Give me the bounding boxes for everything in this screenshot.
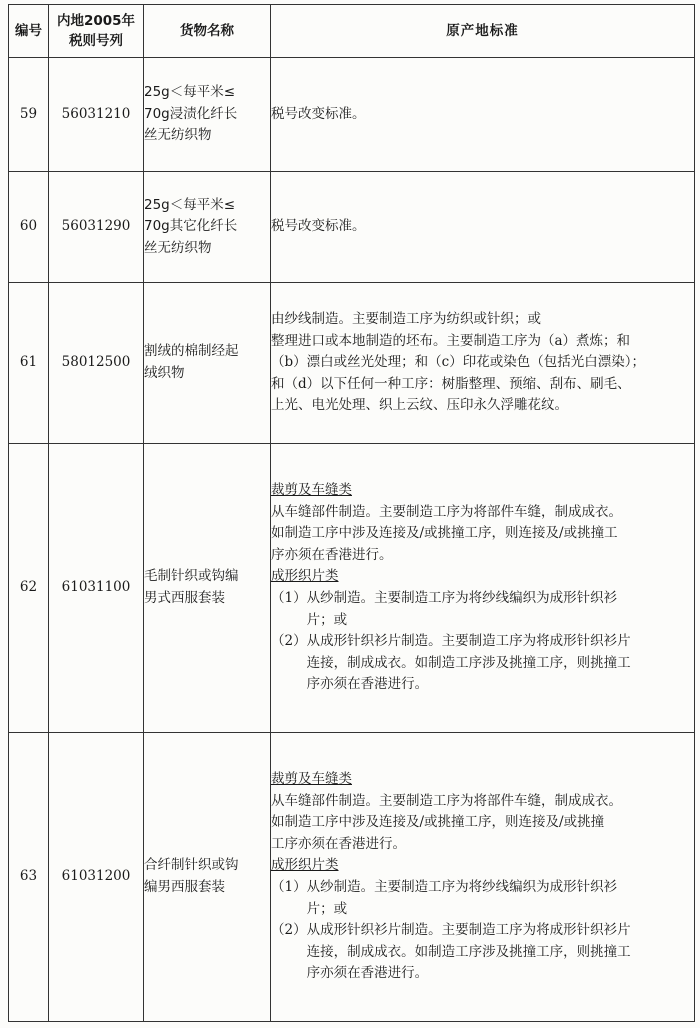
header-number: 编号 [9, 5, 49, 58]
list-item [271, 588, 694, 631]
row-tariff-code: 61031200 [49, 733, 144, 1022]
list-item [271, 920, 694, 985]
item-body [307, 877, 694, 920]
row-goods-name [144, 733, 271, 1022]
goods-name-line: 编男西服套装 [144, 879, 225, 895]
row-origin-standard: 税号改变标准。 [271, 172, 695, 283]
row-origin-standard [271, 444, 695, 733]
row-goods-name [144, 444, 271, 733]
goods-name-line: 25g＜每平米≤ [144, 196, 236, 213]
goods-name-line: 合纤制针织或钩 [144, 857, 239, 874]
header-origin-standard: 原产地标准 [271, 5, 695, 58]
row-goods-name [144, 172, 271, 283]
standard-line: 如制造工序中涉及连接及/或挑撞工序，则连接及/或挑撞 [271, 814, 605, 831]
standard-line: 由纱线制造。主要制造工序为纺织或针织；或 [271, 311, 541, 328]
item-marker: （2） [271, 922, 307, 939]
row-number: 63 [9, 733, 49, 1022]
row-number: 62 [9, 444, 49, 733]
knit-panel-heading: 成形织片类 [271, 857, 339, 874]
goods-name-line: 70g其它化纤长 [144, 218, 238, 235]
row-tariff-code: 61031100 [49, 444, 144, 733]
header-tariff-code-line2: 税则号列 [69, 33, 123, 49]
row-number: 59 [9, 58, 49, 172]
standard-line: 连接，制成成衣。如制造工序涉及挑撞工序，则挑撞工 [306, 943, 631, 960]
standard-line: 从成形针织衫片制造。主要制造工序为将成形针织衫片 [306, 922, 631, 939]
standard-line: 工序亦须在香港进行。 [271, 835, 406, 852]
standard-line: （b）漂白或丝光处理；和（c）印花或染色（包括光白漂染）； [271, 354, 645, 371]
list-item [271, 877, 694, 920]
goods-name-line: 丝无纺织物 [144, 127, 212, 144]
cut-sew-heading: 裁剪及车缝类 [271, 771, 352, 788]
standard-line: 从成形针织衫片制造。主要制造工序为将成形针织衫片 [306, 633, 631, 650]
standard-line: 序亦须在香港进行。 [306, 676, 429, 693]
row-origin-standard: 税号改变标准。 [271, 58, 695, 172]
table-row [9, 58, 695, 172]
row-number: 60 [9, 172, 49, 283]
standard-line: 从纱制造。主要制造工序为将纱线编织为成形针织衫 [306, 879, 618, 895]
knit-panel-heading: 成形织片类 [271, 568, 339, 585]
origin-standards-table [8, 4, 695, 1022]
standard-line: 序亦须在香港进行。 [271, 546, 393, 563]
standard-line: 序亦须在香港进行。 [306, 965, 429, 982]
standard-line: 片；或 [306, 900, 348, 917]
standard-line: 上光、电光处理、织上云纹、压印永久浮雕花纹。 [271, 397, 568, 414]
item-body [307, 920, 694, 985]
standard-line: 从车缝部件制造。主要制造工序为将部件车缝，制成成衣。 [271, 503, 622, 520]
table-row [9, 444, 695, 733]
row-goods-name [144, 283, 271, 444]
standard-line: 片；或 [306, 611, 348, 628]
goods-name-line: 丝无纺织物 [144, 239, 212, 256]
goods-name-line: 割绒的棉制经起 [144, 343, 239, 360]
header-tariff-code [49, 5, 144, 58]
header-goods-name: 货物名称 [144, 5, 271, 58]
table-row [9, 733, 695, 1022]
table-row [9, 172, 695, 283]
standard-line: 从纱制造。主要制造工序为将纱线编织为成形针织衫 [306, 590, 618, 606]
item-marker: （2） [271, 633, 307, 650]
table-row [9, 283, 695, 444]
row-tariff-code: 56031210 [49, 58, 144, 172]
list-item [271, 631, 694, 696]
cut-sew-heading: 裁剪及车缝类 [271, 482, 352, 499]
goods-name-line: 男式西服套装 [144, 590, 225, 606]
standard-line: 整理进口或本地制造的坯布。主要制造工序为（a）煮炼；和 [271, 332, 631, 349]
item-marker: （1） [271, 590, 307, 606]
standard-line: 如制造工序中涉及连接及/或挑撞工序，则连接及/或挑撞工 [271, 525, 618, 542]
header-tariff-code-line1: 内地2005年 [56, 12, 136, 29]
standard-line: 和（d）以下任何一种工序：树脂整理、预缩、刮布、刷毛、 [271, 375, 631, 392]
row-number: 61 [9, 283, 49, 444]
item-body [307, 631, 694, 696]
header-row [9, 5, 695, 58]
item-body [307, 588, 694, 631]
row-tariff-code: 56031290 [49, 172, 144, 283]
row-goods-name [144, 58, 271, 172]
goods-name-line: 25g＜每平米≤ [144, 84, 236, 101]
goods-name-line: 毛制针织或钩编 [144, 568, 239, 585]
standard-line: 连接，制成成衣。如制造工序涉及挑撞工序，则挑撞工 [306, 654, 631, 671]
row-origin-standard [271, 733, 695, 1022]
row-tariff-code: 58012500 [49, 283, 144, 444]
goods-name-line: 绒织物 [144, 365, 185, 381]
standard-line: 从车缝部件制造。主要制造工序为将部件车缝，制成成衣。 [271, 792, 622, 809]
goods-name-line: 70g浸渍化纤长 [144, 105, 238, 122]
row-origin-standard [271, 283, 695, 444]
item-marker: （1） [271, 879, 307, 895]
